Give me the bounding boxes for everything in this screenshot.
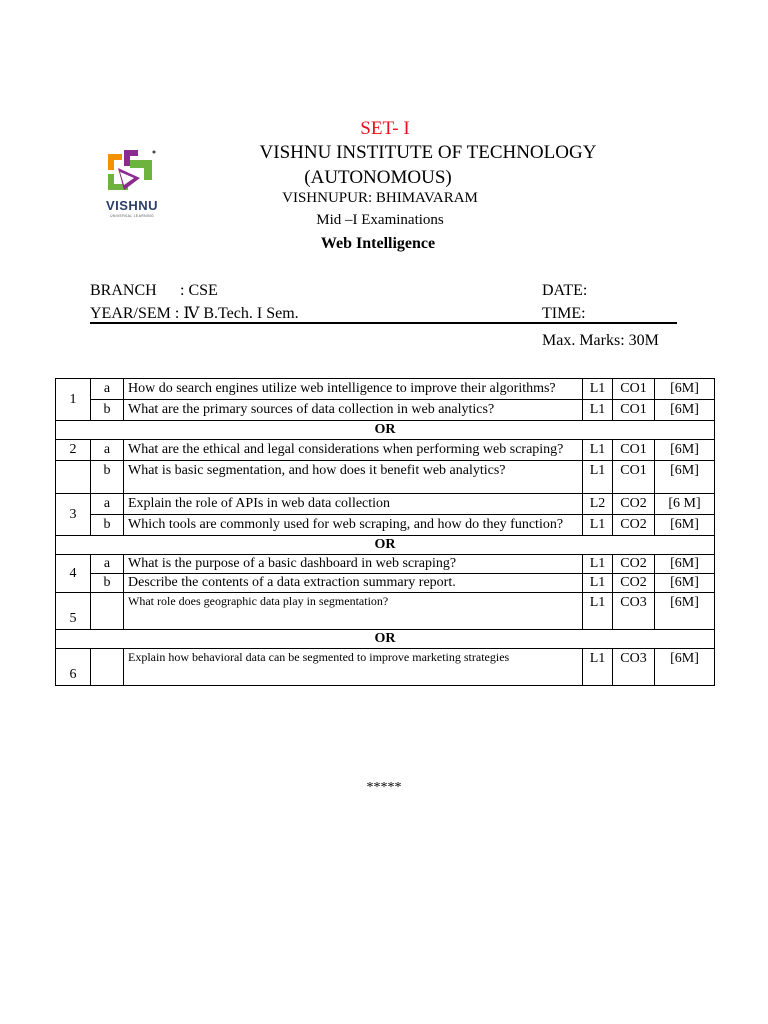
bloom-level: L1: [583, 574, 613, 593]
sub-question-label: a: [91, 555, 124, 574]
course-outcome: CO3: [613, 593, 655, 630]
table-row: [56, 593, 715, 630]
course-outcome: CO2: [613, 555, 655, 574]
question-number: 4: [56, 555, 91, 593]
course-outcome: CO3: [613, 649, 655, 686]
bloom-level: L2: [583, 494, 613, 515]
college-logo: [94, 146, 170, 220]
course-outcome: CO1: [613, 379, 655, 400]
time-label: TIME:: [542, 305, 586, 322]
marks: [6M]: [655, 574, 715, 593]
question-text: Explain how behavioral data can be segmented to improve marketing strategies: [124, 649, 583, 686]
marks: [6M]: [655, 461, 715, 494]
question-text: Which tools are commonly used for web scraping, and how do they function?: [124, 515, 583, 536]
end-marker: *****: [366, 780, 402, 795]
table-row: [56, 379, 715, 400]
course-outcome: CO1: [613, 440, 655, 461]
subject-title: Web Intelligence: [320, 235, 436, 252]
marks: [6M]: [655, 555, 715, 574]
question-text: What are the primary sources of data collection in web analytics?: [124, 400, 583, 421]
empty-cell: [56, 461, 91, 494]
table-row: [56, 421, 715, 440]
question-text: What role does geographic data play in segmentation?: [124, 593, 583, 630]
question-number: 5: [56, 593, 91, 630]
table-row: [56, 630, 715, 649]
course-outcome: CO2: [613, 574, 655, 593]
or-separator: OR: [56, 536, 715, 555]
course-outcome: CO1: [613, 400, 655, 421]
sub-question-label: b: [91, 400, 124, 421]
question-table: [55, 378, 715, 686]
sub-question-label: b: [91, 515, 124, 536]
or-separator: OR: [56, 421, 715, 440]
header-divider: [90, 322, 677, 324]
table-row: [56, 400, 715, 421]
marks: [6M]: [655, 649, 715, 686]
or-separator: OR: [56, 630, 715, 649]
empty-cell: [91, 649, 124, 686]
bloom-level: L1: [583, 440, 613, 461]
table-row: [56, 461, 715, 494]
question-text: Explain the role of APIs in web data collection: [124, 494, 583, 515]
marks: [6M]: [655, 440, 715, 461]
question-text: How do search engines utilize web intelligence to improve their algorithms?: [124, 379, 583, 400]
marks: [6M]: [655, 400, 715, 421]
question-text: What is basic segmentation, and how does it benefit web analytics?: [124, 461, 583, 494]
branch-value: : CSE: [180, 282, 218, 299]
logo-emblem-icon: [94, 146, 170, 198]
sub-question-label: a: [91, 494, 124, 515]
exam-name: Mid –I Examinations: [316, 212, 444, 228]
max-marks: Max. Marks: 30M: [542, 332, 659, 349]
table-row: [56, 515, 715, 536]
sub-question-label: a: [91, 440, 124, 461]
table-row: [56, 536, 715, 555]
sub-question-label: b: [91, 461, 124, 494]
bloom-level: L1: [583, 649, 613, 686]
bloom-level: L1: [583, 400, 613, 421]
question-text: What is the purpose of a basic dashboard in web scraping?: [124, 555, 583, 574]
table-row: [56, 649, 715, 686]
question-number: 1: [56, 379, 91, 421]
bloom-level: L1: [583, 461, 613, 494]
set-label: SET- I: [360, 118, 410, 139]
branch-label: BRANCH: [90, 282, 157, 299]
bloom-level: L1: [583, 515, 613, 536]
autonomous-label: (AUTONOMOUS): [304, 167, 452, 188]
question-text: What are the ethical and legal considerations when performing web scraping?: [124, 440, 583, 461]
bloom-level: L1: [583, 379, 613, 400]
logo-brand-text: VISHNU: [105, 198, 159, 213]
sub-question-label: a: [91, 379, 124, 400]
date-label: DATE:: [542, 282, 588, 299]
empty-cell: [91, 593, 124, 630]
location: VISHNUPUR: BHIMAVARAM: [282, 190, 478, 206]
institute-name: VISHNU INSTITUTE OF TECHNOLOGY: [259, 142, 597, 163]
course-outcome: CO2: [613, 515, 655, 536]
bloom-level: L1: [583, 555, 613, 574]
marks: [6M]: [655, 515, 715, 536]
marks: [6 M]: [655, 494, 715, 515]
year-sem: YEAR/SEM : Ⅳ B.Tech. I Sem.: [90, 305, 299, 322]
logo-tagline: UNIVERSAL LEARNING: [110, 214, 154, 218]
marks: [6M]: [655, 593, 715, 630]
table-row: [56, 555, 715, 574]
marks: [6M]: [655, 379, 715, 400]
question-number: 3: [56, 494, 91, 536]
table-row: [56, 494, 715, 515]
table-row: [56, 574, 715, 593]
course-outcome: CO2: [613, 494, 655, 515]
bloom-level: L1: [583, 593, 613, 630]
question-number: 2: [56, 440, 91, 461]
sub-question-label: b: [91, 574, 124, 593]
table-row: [56, 440, 715, 461]
question-text: Describe the contents of a data extraction summary report.: [124, 574, 583, 593]
question-number: 6: [56, 649, 91, 686]
course-outcome: CO1: [613, 461, 655, 494]
